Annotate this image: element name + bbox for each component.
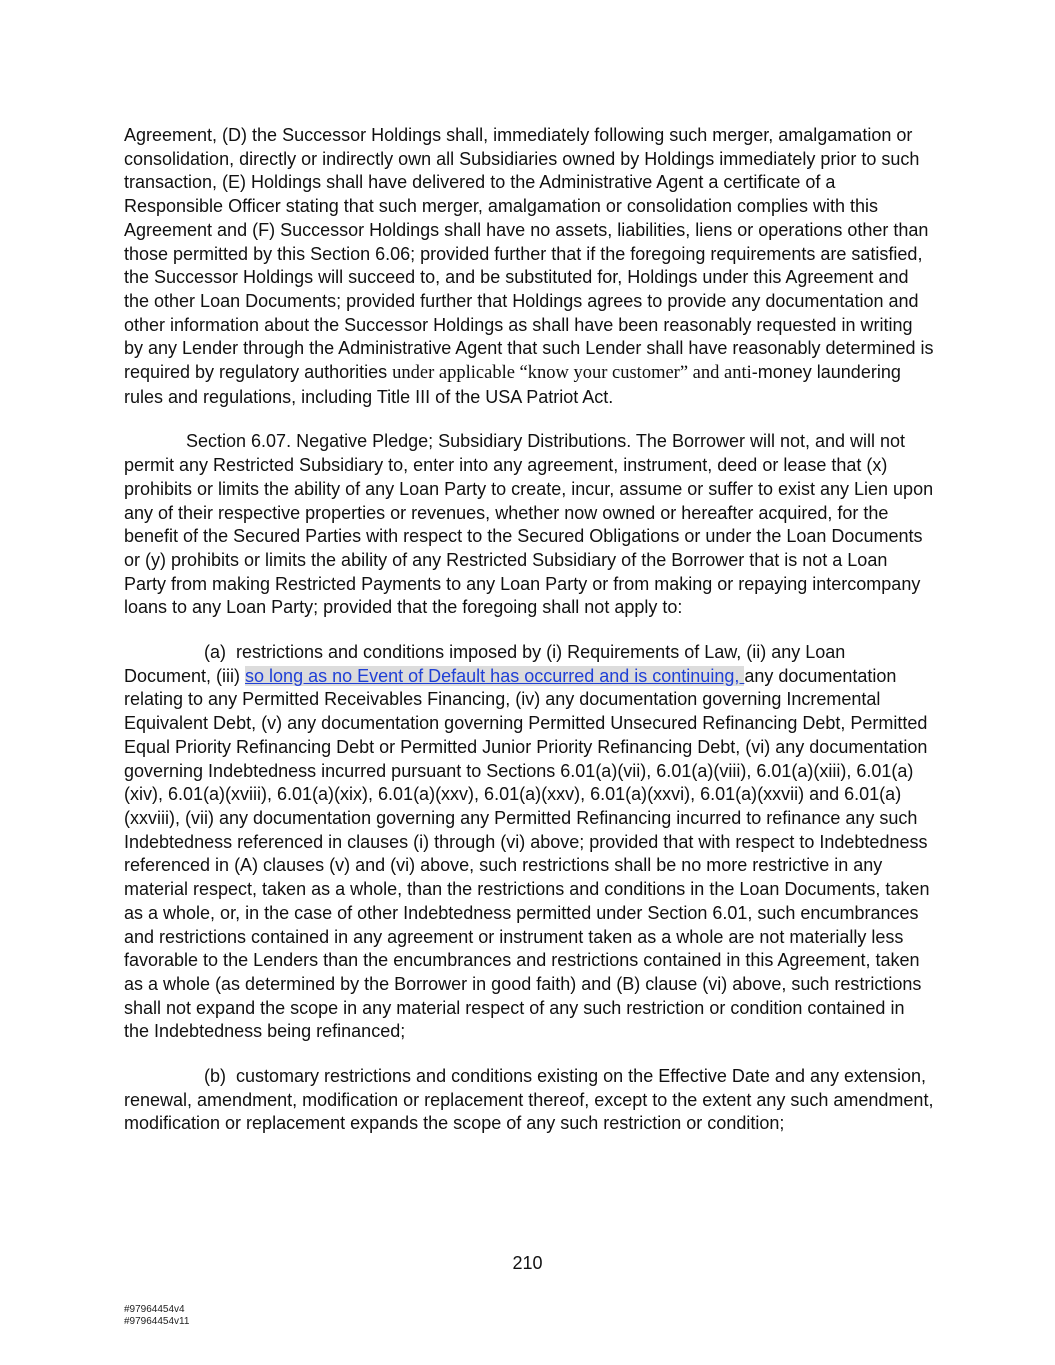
section-heading: Section 6.07. Negative Pledge; Subsidiary Distributions. [186, 431, 632, 452]
clause-a-label: (a) [204, 642, 226, 663]
clause-b-text: customary restrictions and conditions existing on the Effective Date and any extension, renewal, amendment, modification or replacement thereof, except to the extent any such amendment, modification or replacement expands the scope of any such restriction or condition; [124, 1066, 934, 1134]
clause-a-paragraph [124, 641, 934, 1044]
paragraph-text: -money laundering rules and regulations, including Title III of the USA Patriot Act. [124, 362, 901, 407]
page-number: 210 [512, 1253, 543, 1273]
document-ids [124, 1304, 189, 1328]
section-6-07-paragraph [124, 430, 934, 620]
clause-b-paragraph [124, 1065, 934, 1136]
paragraph-successor-holdings [124, 124, 934, 409]
clause-a-text-continued: any documentation relating to any Permitted Receivables Financing, (iv) any documentation governing Incremental Equivalent Debt, (v) any documentation governing Permitted Unsecured Refinancing Debt, Permitted Equal Priority Refinancing Debt or Permitted Junior Priority Refinancing Debt, (vi) any documentation governing Indebtedness incurred pursuant to Sections 6.01(a)(vii), 6.01(a)(viii), 6.01(a)(xiii), 6.01(a)(xiv), 6.01(a)(xviii), 6.01(a)(xix), 6.01(a)(xxv), 6.01(a)(xxv), 6.01(a)(xxvi), 6.01(a)(xxvii) and 6.01(a)(xxviii), (vii) any documentation governing any Permitted Refinancing incurred to refinance any such Indebtedness referenced in clauses (i) through (vi) above; provided that with respect to Indebtedness referenced in (A) clauses (v) and (vi) above, such restrictions shall be no more restrictive in any material respect, taken as a whole, than the restrictions and conditions in the Loan Documents, taken as a whole, or, in the case of other Indebtedness permitted under Section 6.01, such encumbrances and restrictions contained in any agreement or instrument taken as a whole are not materially less favorable to the Lenders than the encumbrances and restrictions contained in this Agreement, taken as a whole (as determined by the Borrower in good faith) and (B) clause (vi) above, such restrictions shall not expand the scope in any material respect of any such restriction or condition contained in the Indebtedness being refinanced; [124, 665, 930, 1042]
document-id: #97964454v11 [124, 1316, 190, 1327]
clause-a-text: restrictions and conditions imposed by (i) Requirements of Law, (ii) any Loan Document, (iii) [124, 642, 846, 686]
document-id: #97964454v4 [124, 1304, 185, 1315]
clause-b-label: (b) [204, 1066, 226, 1087]
section-body: The Borrower will not, and will not permit any Restricted Subsidiary to, enter into any agreement, instrument, deed or lease that (x) prohibits or limits the ability of any Loan Party to create, incur, assume or suffer to exist any Lien upon any of their respective properties or revenues, whether now owned or hereafter acquired, for the benefit of the Secured Parties with respect to the Secured Obligations or under the Loan Documents or (y) prohibits or limits the ability of any Restricted Subsidiary of the Borrower that is not a Loan Party from making Restricted Payments to any Loan Party or from making or repaying intercompany loans to any Loan Party; provided that the foregoing shall not apply to: [124, 431, 934, 618]
paragraph-text: Agreement, (D) the Successor Holdings shall, immediately following such merger, amalgamation or consolidation, directly or indirectly own all Subsidiaries owned by Holdings immediately prior to such transaction, (E) Holdings shall have delivered to the Administrative Agent a certificate of a Responsible Officer stating that such merger, amalgamation or consolidation complies with this Agreement and (F) Successor Holdings shall have no assets, liabilities, liens or operations other than those permitted by this Section 6.06; provided further that if the foregoing requirements are satisfied, the Successor Holdings will succeed to, and be substituted for, Holdings under this Agreement and the other Loan Documents; provided further that Holdings agrees to provide any documentation and other information about the Successor Holdings as shall have been reasonably requested in writing by any Lender through the Administrative Agent that such Lender shall have reasonably determined is required by regulatory authorities [124, 125, 934, 383]
tracked-change-link[interactable]: so long as no Event of Default has occurred and is continuing, [245, 665, 745, 686]
document-body [124, 124, 934, 1136]
paragraph-text-serif: under applicable “know your customer” and anti [392, 363, 752, 384]
